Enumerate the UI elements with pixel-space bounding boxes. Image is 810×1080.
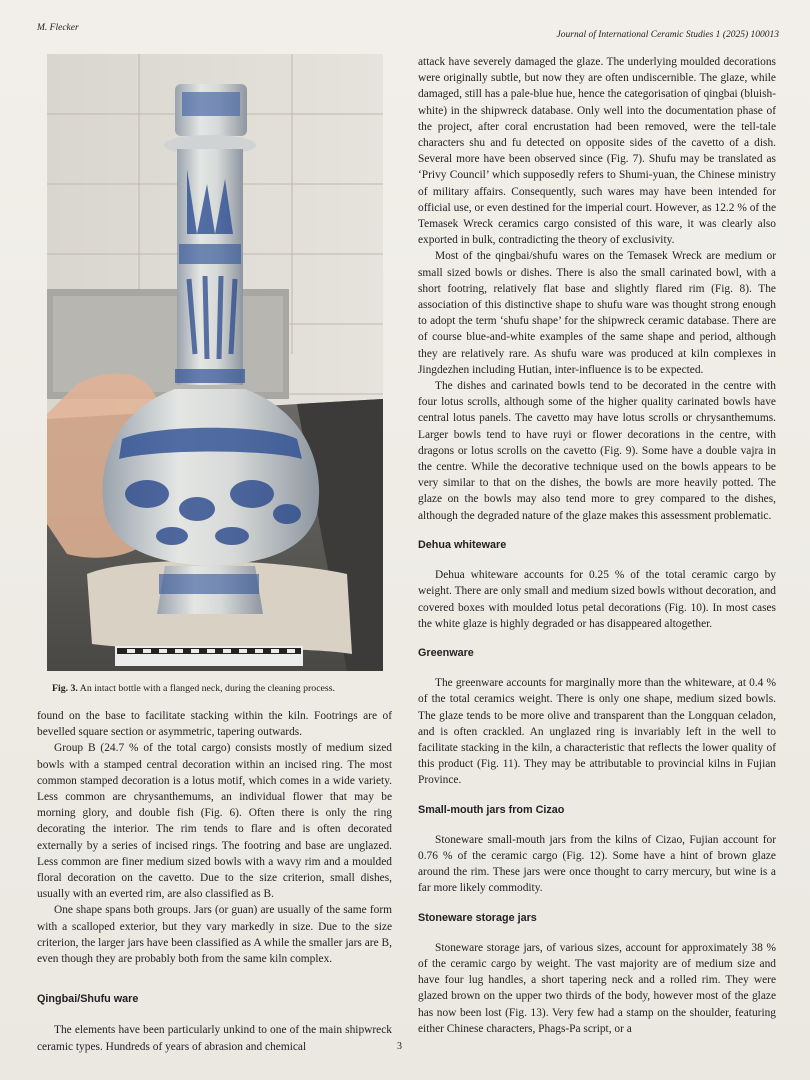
figure-photo-bottle — [47, 54, 383, 671]
paragraph: Group B (24.7 % of the total cargo) consists mostly of medium sized bowls with a stamped central decoration within an incised ring. The most common stamped decoration is a lotus motif, which comes in a wide variety. Less common are chrysanthemums, an individual flower that may be morning glory, and double fish (Fig. 6). Often there is only the ring decorating the interior. The rim tends to flare and is often decorated externally by a series of incised rings. The footring and base are unglazed. Less common are finer medium sized bowls with a wavy rim and a moulded floral decoration on the cavetto. Due to the size criterion, small dishes, usually with an everted rim, are also classified as B. — [37, 742, 392, 901]
paragraph: Most of the qingbai/shufu wares on the Temasek Wreck are medium or small sized bowls or dishes. There is also the small carinated bowl, with a short footring, relatively flat base and slightly flared rim (Fig. 8). The association of this distinctive shape to shufu ware was thought strong enough to adopt the term ‘shufu shape’ for the shipwreck ceramic database. There are of course blue-and-white examples of the same shape and period, although they are relatively rare. As shufu ware was produced at kiln complexes in Jingdezhen including Hutian, inter-influence is to be expected. — [418, 250, 776, 376]
section-heading-greenware: Greenware — [418, 646, 474, 659]
section-heading-cizao: Small-mouth jars from Cizao — [418, 803, 565, 816]
page-number: 3 — [397, 1041, 402, 1052]
paragraph: The dishes and carinated bowls tend to be decorated in the centre with four lotus scrolls, although some of the higher quality carinated bowls have central lotus panels. The cavetto may have lotus scrolls or chrysanthemums. Larger bowls tend to have ruyi or flower decorations in the centre, with dragons or lotus scrolls on the cavetto (Fig. 9). Some have a double vajra in the centre. While the decorative technique used on the bowls appears to be very similar to that on the dishes, the bowls are more heavily potted. The glaze on the bowls may also tend more to grey compared to the dishes, although the degraded nature of the glaze makes this assessment problematic. — [418, 380, 776, 522]
section-heading-storage: Stoneware storage jars — [418, 911, 537, 924]
section-heading-qingbai: Qingbai/Shufu ware — [37, 993, 139, 1006]
paragraph: found on the base to facilitate stacking within the kiln. Footrings are of bevelled square section or asymmetric, tapering outwards. — [37, 710, 392, 739]
paragraph: Stoneware storage jars, of various sizes, account for approximately 38 % of the ceramic cargo by weight. The vast majority are of medium size and have four lug handles, a short tapering neck and a rolled rim. They were glazed brown on the upper two thirds of the body, however most of the glaze has now been lost (Fig. 13). Very few had a stamp on the shoulder, featuring either Chinese characters, Phags-Pa script, or a — [418, 941, 776, 1035]
left-column — [37, 708, 392, 1055]
figure-caption-text: An intact bottle with a flanged neck, during the cleaning process. — [79, 683, 335, 694]
paragraph: The elements have been particularly unkind to one of the main shipwreck ceramic types. Hundreds of years of abrasion and chemical — [37, 1024, 392, 1053]
paragraph: The greenware accounts for marginally more than the whiteware, at 0.4 % of the total ceramics weight. There is only one shape, medium sized bowls. The glaze tends to be more olive and transparent than the Longquan celadon, and is often crackled. An unglazed ring is invariably left in the well to facilitate stacking in the kiln, a characteristic that reflects the lower quality of this product (Fig. 11). They may be attributable to provincial kilns in Fujian Province. — [418, 677, 776, 787]
figure-label: Fig. 3. — [52, 683, 78, 694]
figure-caption — [52, 683, 382, 694]
paragraph: Dehua whiteware accounts for 0.25 % of the total ceramic cargo by weight. There are only small and medium sized bowls without decoration, and covered boxes with moulded lotus petal decorations (Fig. 10). In most cases the white glaze is highly degraded or has disappeared altogether. — [418, 569, 776, 630]
paragraph: attack have severely damaged the glaze. The underlying moulded decorations were originally subtle, but now they are often undiscernible. The glaze, while damaged, still has a pale-blue hue, hence the categorisation of qingbai (bluish-white) in the shipwreck database. Only well into the documentation phase of the project, after coral encrustation had been removed, were the tell-tale characters shu and fu detected on opposite sides of the cavetto of a dish. Several more have been observed since (Fig. 7). Shufu may be translated as ‘Privy Council’ which supposedly refers to Shumi-yuan, the Chinese ministry of military affairs. Consequently, such wares may have been intended for official use, or even destined for the imperial court. However, as 12.2 % of the Temasek Wreck ceramics cargo consisted of this ware, it was clearly also exported in bulk, contradicting the theory of exclusivity. — [418, 56, 776, 247]
running-header-author: M. Flecker — [37, 23, 79, 33]
blue-and-white-bottle-photo — [47, 54, 383, 671]
paragraph: Stoneware small-mouth jars from the kilns of Cizao, Fujian account for 0.76 % of the ceramic cargo (Fig. 12). Some have a hint of brown glaze around the rim. These jars were once thought to carry mercury, but wine is a far more likely commodity. — [418, 833, 776, 895]
running-header-journal: Journal of International Ceramic Studies 1 (2025) 100013 — [556, 30, 779, 40]
section-heading-dehua: Dehua whiteware — [418, 538, 507, 551]
right-column — [418, 54, 776, 1037]
paragraph: One shape spans both groups. Jars (or guan) are usually of the same form with a scalloped exterior, but they vary markedly in size. Due to the size criterion, the larger jars have been classified as A while the smaller jars are B, even though they are probably both from the same kiln complex. — [37, 904, 392, 966]
